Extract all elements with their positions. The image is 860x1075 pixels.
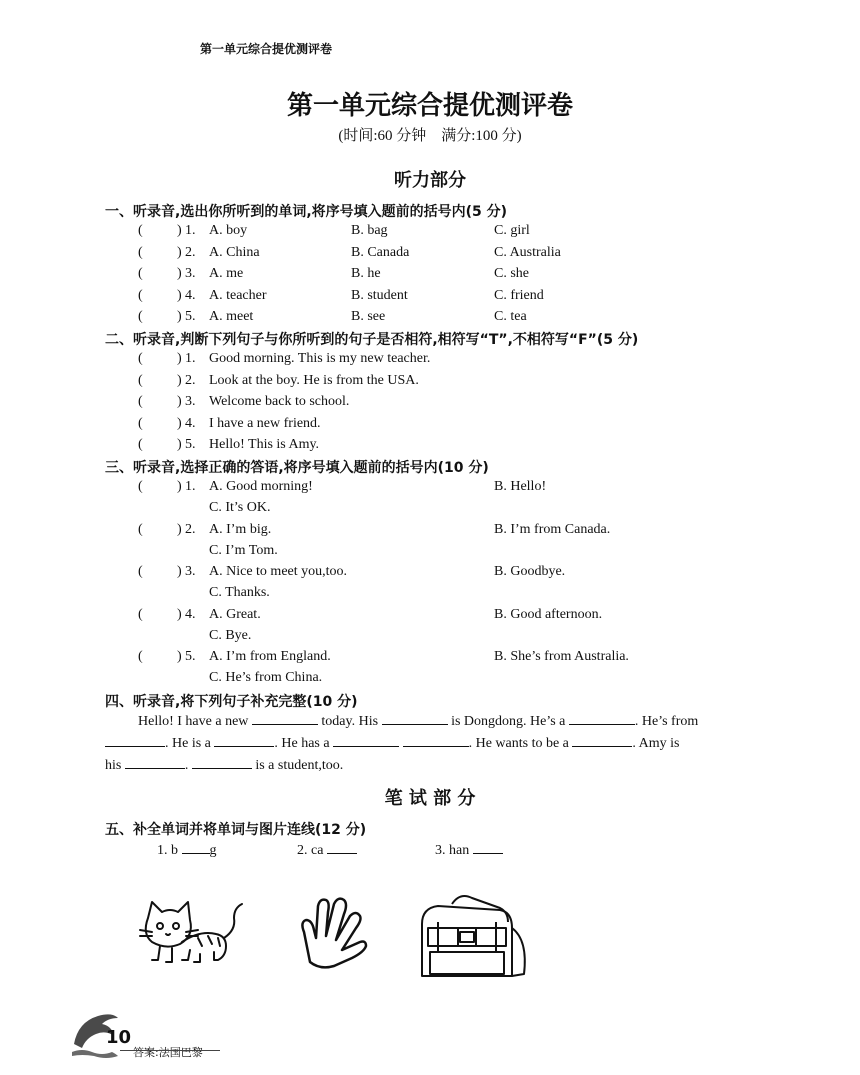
answer-paren-close: ) <box>177 223 182 238</box>
footer-rule <box>120 1050 220 1051</box>
q5-word-3 <box>435 841 503 859</box>
q4-text: . He has a <box>274 736 330 751</box>
item-number: 3. <box>185 394 196 409</box>
sentence: Look at the boy. He is from the USA. <box>209 372 419 388</box>
item-number: 1. <box>185 223 196 238</box>
q4-text: today. His <box>321 714 379 729</box>
sentence: Good morning. This is my new teacher. <box>209 351 431 366</box>
option-a: A. Great. <box>209 606 261 622</box>
answer-paren-close: ) <box>177 521 182 537</box>
option-a: A. Nice to meet you,too. <box>209 564 348 580</box>
option-a: A. teacher <box>209 287 267 303</box>
answer-paren-open: ( <box>138 351 143 366</box>
blank[interactable] <box>569 712 635 725</box>
q3-instruction: 三、听录音,选择正确的答语,将序号填入题前的括号内(10 分) <box>105 460 489 476</box>
q2-instruction: 二、听录音,判断下列句子与你所听到的句子是否相符,相符写“T”,不相符写“F”(5 分) <box>105 332 639 348</box>
option-a: A. meet <box>209 309 254 324</box>
answer-paren-open: ( <box>138 244 143 260</box>
option-b: B. I’m from Canada. <box>494 521 611 537</box>
item-number: 1. <box>185 479 196 494</box>
blank[interactable] <box>382 712 448 725</box>
answer-paren-close: ) <box>177 287 182 303</box>
option-b: B. see <box>351 309 386 324</box>
option-b: B. Good afternoon. <box>494 606 603 622</box>
backpack-picture <box>408 888 533 988</box>
q5-word-text: g <box>209 843 217 858</box>
item-number: 4. <box>185 287 196 303</box>
answer-paren-open: ( <box>138 521 143 537</box>
q4-line-1 <box>138 712 698 730</box>
q4-text: is a student,too. <box>255 758 344 773</box>
answer-paren-open: ( <box>138 649 143 665</box>
option-b: B. bag <box>351 223 388 238</box>
q4-text: . He wants to be a <box>468 736 569 751</box>
answer-paren-open: ( <box>138 372 143 388</box>
blank[interactable] <box>572 734 632 747</box>
answer-paren-close: ) <box>177 394 182 409</box>
option-a: A. boy <box>209 223 248 238</box>
option-a: A. I’m from England. <box>209 649 331 665</box>
page-number: 10 <box>106 1027 132 1048</box>
option-a: A. I’m big. <box>209 521 272 537</box>
blank[interactable] <box>214 734 274 747</box>
cat-picture <box>130 890 250 970</box>
answer-paren-close: ) <box>177 606 182 622</box>
sentence: I have a new friend. <box>209 415 321 431</box>
answer-paren-open: ( <box>138 394 143 409</box>
option-a: A. me <box>209 266 244 281</box>
answer-paren-open: ( <box>138 479 143 494</box>
q4-line-2 <box>105 734 679 752</box>
option-b: B. Goodbye. <box>494 564 566 580</box>
item-number: 5. <box>185 437 196 452</box>
running-header: 第一单元综合提优测评卷 <box>200 42 333 56</box>
option-a: A. China <box>209 244 260 260</box>
answer-paren-open: ( <box>138 287 143 303</box>
q4-instruction: 四、听录音,将下列句子补充完整(10 分) <box>105 694 358 710</box>
blank[interactable] <box>192 756 252 769</box>
answer-paren-close: ) <box>177 266 182 281</box>
page-subtitle: (时间:60 分钟 满分:100 分) <box>338 128 522 144</box>
answer-paren-close: ) <box>177 479 182 494</box>
answer-paren-open: ( <box>138 266 143 281</box>
option-c: C. It’s OK. <box>209 500 271 515</box>
q4-text: his <box>105 758 122 773</box>
option-c: C. Bye. <box>209 627 252 643</box>
answer-paren-close: ) <box>177 309 182 324</box>
q4-line-3 <box>105 756 343 774</box>
item-number: 2. <box>185 521 196 537</box>
sentence: Welcome back to school. <box>209 394 350 409</box>
answer-paren-open: ( <box>138 437 143 452</box>
option-c: C. Australia <box>494 244 561 260</box>
q4-text: . <box>184 758 189 773</box>
answer-paren-close: ) <box>177 372 182 388</box>
item-number: 5. <box>185 309 196 324</box>
q5-instruction: 五、补全单词并将单词与图片连线(12 分) <box>105 822 367 838</box>
item-number: 1. <box>185 351 196 366</box>
q4-text: . He is a <box>165 736 211 751</box>
answer-paren-close: ) <box>177 415 182 431</box>
q5-word-2 <box>297 841 357 859</box>
item-number: 4. <box>185 606 196 622</box>
blank[interactable] <box>327 841 357 854</box>
option-c: C. she <box>494 266 529 281</box>
answer-paren-close: ) <box>177 244 182 260</box>
hand-picture <box>290 892 370 972</box>
blank[interactable] <box>252 712 318 725</box>
q4-text: . Amy is <box>632 736 680 751</box>
page-title: 第一单元综合提优测评卷 <box>286 91 573 121</box>
writing-heading: 笔 试 部 分 <box>384 788 476 809</box>
item-number: 4. <box>185 415 196 431</box>
q5-word-text: 3. han <box>435 843 470 858</box>
item-number: 3. <box>185 266 196 281</box>
item-number: 2. <box>185 244 196 260</box>
q4-text: . He’s from <box>634 714 699 729</box>
answer-paren-close: ) <box>177 437 182 452</box>
q5-word-1 <box>157 841 217 859</box>
option-b: B. She’s from Australia. <box>494 649 629 665</box>
sentence: Hello! This is Amy. <box>209 437 320 452</box>
option-c: C. girl <box>494 223 530 238</box>
item-number: 5. <box>185 649 196 665</box>
answer-paren-close: ) <box>177 351 182 366</box>
q4-text: Hello! I have a new <box>138 714 249 729</box>
footer-answer: 答案:法国巴黎 <box>133 1046 203 1059</box>
listening-heading: 听力部分 <box>394 170 466 191</box>
blank[interactable] <box>333 734 399 747</box>
blank[interactable] <box>125 756 185 769</box>
q5-word-text: 1. b <box>157 843 178 858</box>
option-a: A. Good morning! <box>209 479 313 494</box>
answer-paren-close: ) <box>177 564 182 580</box>
item-number: 2. <box>185 372 196 388</box>
answer-paren-open: ( <box>138 606 143 622</box>
answer-paren-close: ) <box>177 649 182 665</box>
q4-text: is Dongdong. He’s a <box>451 714 566 729</box>
answer-paren-open: ( <box>138 564 143 580</box>
item-number: 3. <box>185 564 196 580</box>
answer-paren-open: ( <box>138 223 143 238</box>
option-c: C. Thanks. <box>209 585 270 601</box>
answer-paren-open: ( <box>138 309 143 324</box>
answer-paren-open: ( <box>138 415 143 431</box>
blank[interactable] <box>473 841 503 854</box>
option-b: B. student <box>351 287 408 303</box>
option-b: B. Canada <box>351 244 410 260</box>
q1-instruction: 一、听录音,选出你所听到的单词,将序号填入题前的括号内(5 分) <box>105 204 508 220</box>
option-b: B. Hello! <box>494 479 547 494</box>
option-c: C. I’m Tom. <box>209 542 278 558</box>
blank[interactable] <box>403 734 469 747</box>
option-c: C. He’s from China. <box>209 670 323 686</box>
q5-word-text: 2. ca <box>297 843 324 858</box>
option-b: B. he <box>351 266 381 281</box>
option-c: C. friend <box>494 287 544 303</box>
blank[interactable] <box>182 841 210 854</box>
blank[interactable] <box>105 734 165 747</box>
option-c: C. tea <box>494 309 527 324</box>
